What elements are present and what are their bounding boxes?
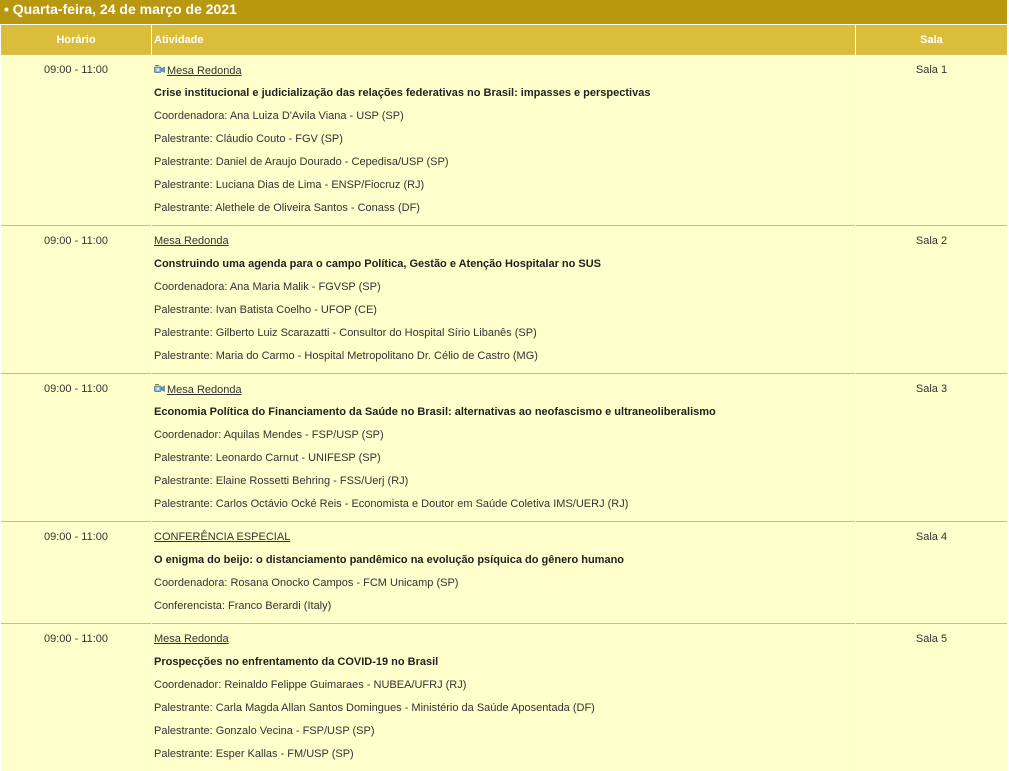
session-type-link[interactable]: CONFERÊNCIA ESPECIAL — [154, 531, 291, 543]
session-room: Sala 2 — [856, 225, 1007, 373]
session-time: 09:00 - 11:00 — [1, 54, 151, 225]
session-type-line — [154, 531, 855, 554]
table-row — [1, 54, 1007, 225]
session-type-link[interactable]: Mesa Redonda — [167, 65, 242, 77]
day-title: • Quarta-feira, 24 de março de 2021 — [0, 0, 1007, 24]
session-activity — [152, 225, 855, 373]
session-activity — [152, 373, 855, 521]
session-participant: Palestrante: Luciana Dias de Lima - ENSP/Fiocruz (RJ) — [154, 179, 425, 191]
session-participant: Palestrante: Cláudio Couto - FGV (SP) — [154, 133, 343, 145]
session-type-line — [154, 633, 855, 656]
session-participant: Palestrante: Leonardo Carnut - UNIFESP (SP) — [154, 452, 381, 464]
column-header-room: Sala — [856, 25, 1007, 54]
session-participant: Conferencista: Franco Berardi (Italy) — [154, 600, 332, 612]
table-header-row — [1, 25, 1007, 54]
session-type-link[interactable]: Mesa Redonda — [154, 235, 229, 247]
session-participant: Palestrante: Gonzalo Vecina - FSP/USP (SP) — [154, 725, 375, 737]
session-activity — [152, 54, 855, 225]
schedule-table — [0, 25, 1008, 771]
session-title: Crise institucional e judicialização das relações federativas no Brasil: impasses e perspectivas — [154, 87, 651, 99]
session-time: 09:00 - 11:00 — [1, 373, 151, 521]
table-row — [1, 225, 1007, 373]
table-row — [1, 521, 1007, 623]
column-header-time: Horário — [1, 25, 151, 54]
session-participant: Palestrante: Carlos Octávio Ocké Reis - Economista e Doutor em Saúde Coletiva IMS/UERJ (RJ) — [154, 498, 629, 510]
session-participant: Coordenadora: Rosana Onocko Campos - FCM Unicamp (SP) — [154, 577, 459, 589]
table-row — [1, 373, 1007, 521]
session-title: O enigma do beijo: o distanciamento pandêmico na evolução psíquica do gênero humano — [154, 554, 625, 566]
session-room: Sala 4 — [856, 521, 1007, 623]
session-activity — [152, 623, 855, 771]
session-participant: Coordenadora: Ana Luiza D'Avila Viana - USP (SP) — [154, 110, 404, 122]
session-type-link[interactable]: Mesa Redonda — [154, 633, 229, 645]
session-participant: Palestrante: Daniel de Araujo Dourado - Cepedisa/USP (SP) — [154, 156, 449, 168]
session-participant: Palestrante: Elaine Rossetti Behring - FSS/Uerj (RJ) — [154, 475, 409, 487]
session-title: Construindo uma agenda para o campo Política, Gestão e Atenção Hospitalar no SUS — [154, 258, 602, 270]
session-activity — [152, 521, 855, 623]
session-participant: Palestrante: Esper Kallas - FM/USP (SP) — [154, 748, 354, 760]
session-participant: Palestrante: Gilberto Luiz Scarazatti - Consultor do Hospital Sírio Libanês (SP) — [154, 327, 537, 339]
session-participant: Palestrante: Maria do Carmo - Hospital Metropolitano Dr. Célio de Castro (MG) — [154, 350, 538, 362]
session-type-line — [154, 235, 855, 258]
session-title: Prospecções no enfrentamento da COVID-19 no Brasil — [154, 656, 439, 668]
session-type-line — [154, 64, 855, 87]
session-participant: Coordenador: Aquilas Mendes - FSP/USP (SP) — [154, 429, 384, 441]
session-participant: Palestrante: Alethele de Oliveira Santos - Conass (DF) — [154, 202, 420, 214]
session-participant: Coordenadora: Ana Maria Malik - FGVSP (SP) — [154, 281, 381, 293]
video-camera-icon — [154, 64, 165, 75]
table-row — [1, 623, 1007, 771]
session-participant: Palestrante: Carla Magda Allan Santos Domingues - Ministério da Saúde Aposentada (DF) — [154, 702, 595, 714]
session-participant: Coordenador: Reinaldo Felippe Guimaraes - NUBEA/UFRJ (RJ) — [154, 679, 467, 691]
session-type-line — [154, 383, 855, 406]
session-title: Economia Política do Financiamento da Saúde no Brasil: alternativas ao neofascismo e ultraneoliberalismo — [154, 406, 716, 418]
session-time: 09:00 - 11:00 — [1, 521, 151, 623]
session-room: Sala 3 — [856, 373, 1007, 521]
session-type-link[interactable]: Mesa Redonda — [167, 384, 242, 396]
session-participant: Palestrante: Ivan Batista Coelho - UFOP (CE) — [154, 304, 377, 316]
column-header-activity: Atividade — [152, 25, 855, 54]
session-room: Sala 1 — [856, 54, 1007, 225]
video-camera-icon — [154, 383, 165, 394]
session-time: 09:00 - 11:00 — [1, 225, 151, 373]
session-room: Sala 5 — [856, 623, 1007, 771]
session-time: 09:00 - 11:00 — [1, 623, 151, 771]
